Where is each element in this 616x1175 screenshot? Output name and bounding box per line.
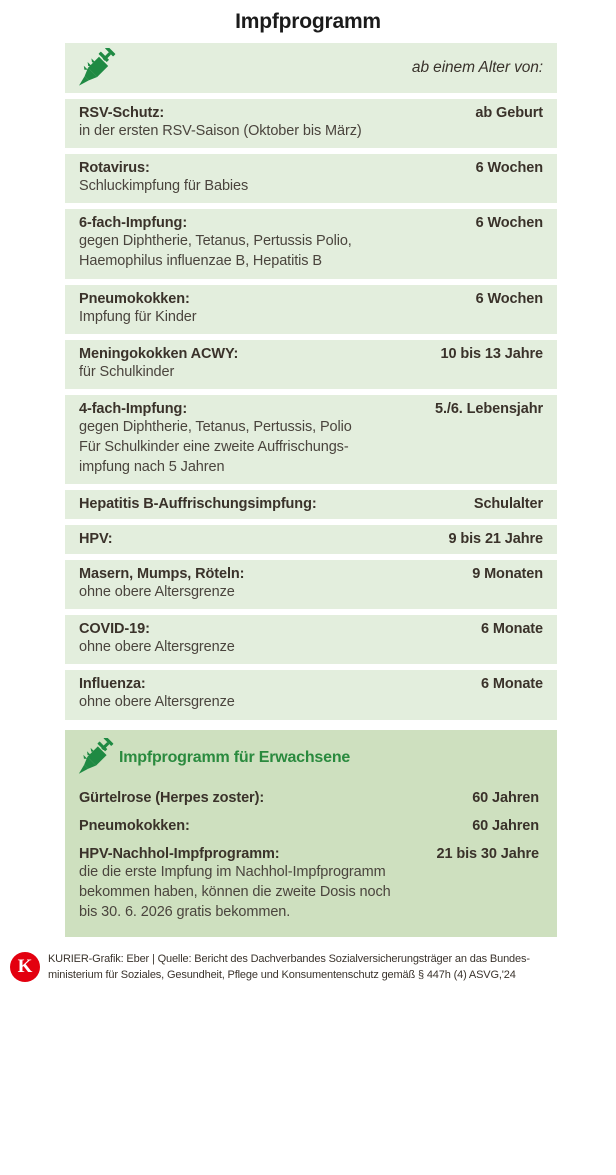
table-row: [65, 525, 557, 554]
vaccine-description-line: ohne obere Altersgrenze: [79, 584, 235, 601]
table-row-head: [79, 401, 543, 417]
table-row-head: [79, 291, 543, 307]
vaccine-description-line: impfung nach 5 Jahren: [79, 459, 225, 475]
adults-section: [65, 730, 557, 937]
table-row-head: [79, 531, 543, 547]
table-row: [65, 209, 557, 278]
vaccine-name: HPV:: [79, 531, 113, 548]
adults-item: [75, 818, 543, 834]
footer-credit-line-1: KURIER-Grafik: Eber | Quelle: Bericht des Dachverbandes Sozialversicherungsträger an das Bundes-: [48, 952, 530, 965]
vaccine-age: 6 Monate: [480, 676, 543, 693]
adults-description-line: bekommen haben, können die zweite Dosis noch: [79, 883, 391, 900]
table-row-head: [79, 346, 543, 362]
adults-item-head: [79, 818, 539, 834]
table-row: [65, 395, 557, 484]
vaccine-description-line: gegen Diphtherie, Tetanus, Pertussis Polio,: [79, 233, 352, 250]
vaccine-name: 4-fach-Impfung:: [79, 400, 188, 417]
vaccine-description-line: Impfung für Kinder: [79, 308, 197, 325]
table-row-head: [79, 621, 543, 637]
adults-item-head: [79, 846, 539, 862]
age-column-header: ab einem Alter von:: [411, 59, 543, 76]
footer-credit: [48, 951, 530, 984]
vaccine-description-line: gegen Diphtherie, Tetanus, Pertussis, Polio: [79, 418, 352, 435]
vaccine-age: 10 bis 13 Jahre: [440, 345, 543, 362]
table-row-head: [79, 160, 543, 176]
vaccine-age: 6 Wochen: [475, 160, 543, 177]
vaccine-age: 9 bis 21 Jahre: [448, 531, 543, 548]
footer: [10, 951, 610, 984]
vaccination-rows: [65, 99, 557, 720]
vaccination-table: [65, 43, 557, 720]
vaccine-description-line: ohne obere Altersgrenze: [79, 639, 235, 656]
adults-vaccine-name: Pneumokokken:: [79, 817, 190, 834]
vaccine-age: 6 Wochen: [475, 215, 543, 232]
vaccine-age: 6 Wochen: [475, 290, 543, 307]
vaccine-name: Masern, Mumps, Röteln:: [79, 566, 245, 583]
adults-section-header: [75, 738, 543, 778]
vaccine-description-line: in der ersten RSV-Saison (Oktober bis März): [79, 123, 362, 139]
vaccine-name: Meningokokken ACWY:: [79, 345, 239, 362]
vaccine-age: ab Geburt: [475, 105, 543, 121]
vaccine-description-line: ohne obere Altersgrenze: [79, 694, 235, 711]
page-title: Impfprogramm: [235, 10, 381, 33]
vaccine-description-line: Haemophilus influenzae B, Hepatitis B: [79, 253, 322, 270]
footer-credit-line-2: ministerium für Soziales, Gesundheit, Pflege und Konsumentenschutz gemäß § 447h (4) ASVG,'24: [48, 968, 516, 981]
vaccine-name: Pneumokokken:: [79, 290, 190, 307]
table-row: [65, 99, 557, 148]
table-header-row: [65, 43, 557, 93]
adults-vaccine-age: 60 Jahren: [472, 789, 539, 806]
adults-item: [75, 846, 543, 923]
vaccine-description-line: Für Schulkinder eine zweite Auffrischungs-: [79, 438, 349, 455]
adults-item-head: [79, 790, 539, 806]
table-row: [65, 340, 557, 389]
vaccine-name: 6-fach-Impfung:: [79, 215, 188, 232]
vaccine-age: 9 Monaten: [472, 566, 543, 583]
table-row-head: [79, 496, 543, 512]
adults-vaccine-age: 21 bis 30 Jahre: [436, 845, 539, 862]
table-row: [65, 615, 557, 664]
vaccine-description-line: Schluckimpfung für Babies: [79, 178, 249, 195]
vaccine-name: RSV-Schutz:: [79, 105, 165, 121]
adults-item: [75, 790, 543, 806]
vaccine-name: Hepatitis B-Auffrischungsimpfung:: [79, 496, 317, 513]
adults-section-title: Impfprogramm für Erwachsene: [119, 748, 351, 766]
adults-items: [75, 790, 543, 923]
adults-vaccine-name: HPV-Nachhol-Impfprogramm:: [79, 845, 280, 862]
adults-vaccine-age: 60 Jahren: [472, 817, 539, 834]
adults-description-line: bis 30. 6. 2026 gratis bekommen.: [79, 904, 291, 921]
table-row: [65, 154, 557, 203]
table-row-head: [79, 105, 543, 121]
syringe-icon: [75, 738, 117, 778]
table-row: [65, 560, 557, 609]
vaccine-name: Rotavirus:: [79, 160, 150, 177]
syringe-icon: [75, 48, 117, 88]
table-row: [65, 670, 557, 719]
table-row: [65, 285, 557, 334]
table-row-head: [79, 676, 543, 692]
vaccine-description-line: für Schulkinder: [79, 363, 175, 380]
vaccine-age: 6 Monate: [480, 621, 543, 638]
kurier-logo: K: [10, 952, 40, 982]
vaccine-name: COVID-19:: [79, 621, 150, 638]
table-row: [65, 490, 557, 519]
adults-vaccine-name: Gürtelrose (Herpes zoster):: [79, 789, 265, 806]
vaccine-age: Schulalter: [473, 496, 543, 513]
vaccine-age: 5./6. Lebensjahr: [435, 400, 543, 417]
adults-description-line: die die erste Impfung im Nachhol-Impfprogramm: [79, 863, 386, 880]
table-row-head: [79, 566, 543, 582]
table-row-head: [79, 215, 543, 231]
vaccine-name: Influenza:: [79, 676, 146, 693]
